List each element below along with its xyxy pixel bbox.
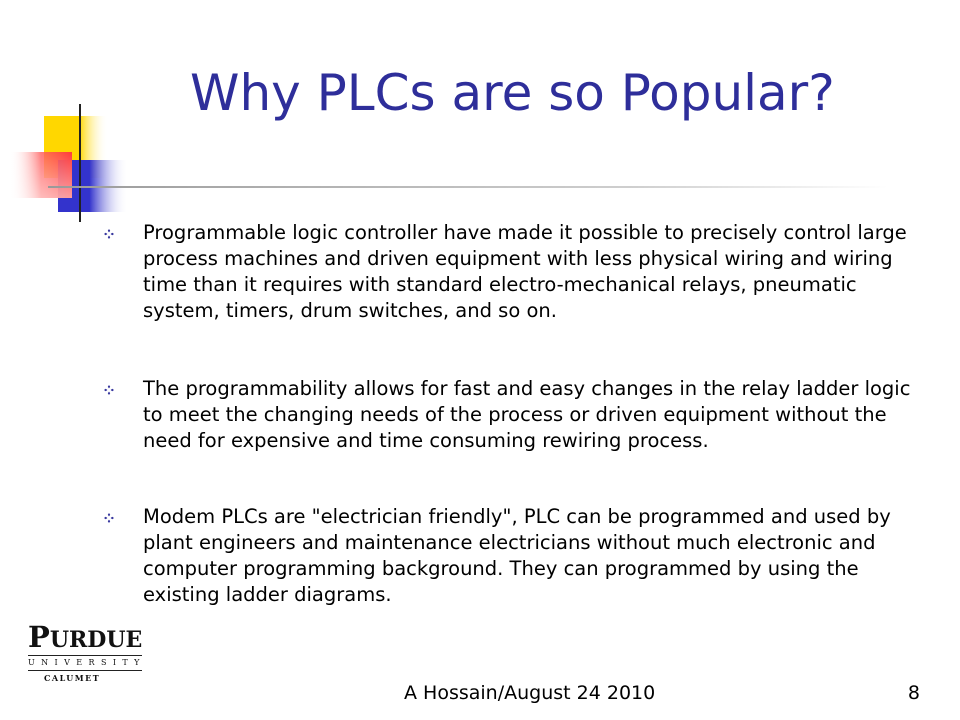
logo-rule-bottom xyxy=(28,670,142,671)
logo-name xyxy=(28,622,142,655)
four-diamond-bullet-icon xyxy=(104,513,114,523)
logo-university: UNIVERSITY xyxy=(28,658,146,667)
deco-vertical-line xyxy=(79,104,81,222)
logo-campus: CALUMET xyxy=(44,673,101,683)
footer-text: A Hossain/August 24 2010 xyxy=(404,682,656,704)
bullet-text: The programmability allows for fast and easy changes in the relay ladder logic to meet the changing needs of the process or driven equipment without the need for expensive and time consuming rewiring process. xyxy=(143,377,911,452)
four-diamond-bullet-icon xyxy=(104,385,114,395)
four-diamond-bullet-icon xyxy=(104,229,114,239)
slide-title: Why PLCs are so Popular? xyxy=(190,64,835,122)
logo-rule-top xyxy=(28,655,142,656)
bullet-text: Modem PLCs are "electrician friendly", PLC can be programmed and used by plant engineers and maintenance electricians without much electronic and computer programming background. They can programmed by using the existing ladder diagrams. xyxy=(143,505,891,606)
bullet-text: Programmable logic controller have made it possible to precisely control large process machines and driven equipment with less physical wiring and wiring time than it requires with standard electro-mechanical relays, pneumatic system, timers, drum switches, and so on. xyxy=(143,221,907,322)
logo-name-initial: P xyxy=(28,620,50,654)
deco-horizontal-line xyxy=(48,186,888,188)
logo-name-rest: URDUE xyxy=(49,627,143,653)
slide-number: 8 xyxy=(907,682,920,704)
purdue-calumet-logo xyxy=(26,620,146,683)
